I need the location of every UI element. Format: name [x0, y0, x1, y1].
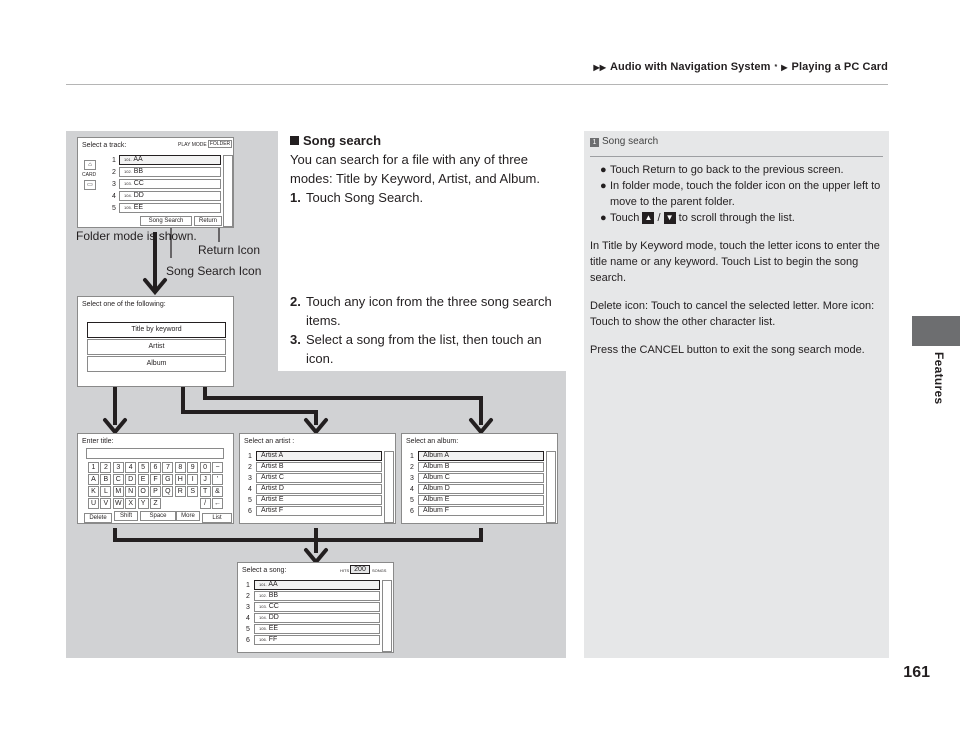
key-8-row-1[interactable]: 8 — [175, 462, 186, 473]
note-paragraph: In Title by Keyword mode, touch the letter icons to enter the title name or any keyword. Touch List to begin the song search. — [590, 240, 880, 284]
artist-row[interactable]: Artist D — [256, 484, 382, 494]
row-number: 1 — [248, 453, 252, 460]
more-button[interactable]: More — [176, 511, 200, 521]
note-bullet: ● In folder mode, touch the folder icon on the upper left to move to the parent folder. — [600, 180, 881, 208]
option-artist[interactable]: Artist — [87, 339, 226, 355]
key-2-row-1[interactable]: 2 — [100, 462, 111, 473]
album-screen — [401, 433, 558, 524]
key-1-row-4[interactable]: U — [88, 498, 99, 509]
artist-row[interactable]: Artist B — [256, 462, 382, 472]
callout-return-icon: Return Icon — [198, 243, 261, 257]
breadcrumb-arrow-icon: ▶▶ — [593, 62, 606, 72]
card-icon: ▭ — [84, 180, 96, 190]
row-number: 3 — [246, 604, 250, 611]
key-6-row-2[interactable]: F — [150, 474, 161, 485]
return-button[interactable]: Return — [194, 216, 222, 226]
key-4-row-2[interactable]: D — [125, 474, 136, 485]
row-number: 4 — [246, 615, 250, 622]
screen-title: Enter title: — [82, 438, 114, 445]
key-11-row-2[interactable]: ' — [212, 474, 223, 485]
album-row[interactable]: Album B — [418, 462, 544, 472]
album-row[interactable]: Album F — [418, 506, 544, 516]
key-4-row-3[interactable]: N — [125, 486, 136, 497]
mode-screen — [77, 296, 234, 387]
key-9-row-2[interactable]: I — [187, 474, 198, 485]
list-button[interactable]: List — [202, 513, 232, 523]
key-2-row-4[interactable]: V — [100, 498, 111, 509]
note-bullet: ● Touch ▲ / ▼ to scroll through the list. — [600, 212, 795, 224]
scroll-down-icon: ▼ — [664, 212, 676, 224]
row-number: 3 — [248, 475, 252, 482]
key-4-row-4[interactable]: X — [125, 498, 136, 509]
track-screen: Select a track: PLAY MODE FOLDER ⌂ CARD ▭ 1 2 3 4 5 101. AA 102. BB 103. CC 104. DD 105. EE Song Search Return — [77, 137, 234, 228]
key-10-row-4[interactable]: / — [200, 498, 211, 509]
song-row[interactable]: 102. BB — [254, 591, 380, 601]
title-entry-screen — [77, 433, 234, 524]
song-scrollbar[interactable] — [382, 580, 392, 652]
hits-label: HITS — [340, 568, 350, 573]
key-1-row-3[interactable]: K — [88, 486, 99, 497]
intro-text: You can search for a file with any of three modes: Title by Keyword, Artist, and Album. — [290, 152, 541, 186]
row-number: 2 — [246, 593, 250, 600]
key-2-row-2[interactable]: B — [100, 474, 111, 485]
row-number: 4 — [248, 486, 252, 493]
screen-title: Select one of the following: — [82, 301, 166, 308]
album-row[interactable]: Album D — [418, 484, 544, 494]
note-marker-icon: 1 — [590, 138, 599, 147]
key-7-row-3[interactable]: Q — [162, 486, 173, 497]
step-item: 3. Select a song from the list, then touch an icon. — [290, 332, 542, 366]
artist-row[interactable]: Artist C — [256, 473, 382, 483]
songs-label: SONGS — [372, 568, 387, 573]
step-item: 2. Touch any icon from the three song search items. — [290, 294, 552, 328]
album-scrollbar[interactable] — [546, 451, 556, 523]
key-10-row-2[interactable]: J — [200, 474, 211, 485]
folder-up-icon[interactable]: ⌂ — [84, 160, 96, 170]
key-3-row-1[interactable]: 3 — [113, 462, 124, 473]
artist-row[interactable]: Artist A — [256, 451, 382, 461]
row-number: 4 — [410, 486, 414, 493]
key-10-row-3[interactable]: T — [200, 486, 211, 497]
key-11-row-3[interactable]: & — [212, 486, 223, 497]
note-paragraph: Press the CANCEL button to exit the song search mode. — [590, 344, 865, 356]
track-scrollbar[interactable] — [223, 155, 233, 227]
option-title-by-keyword[interactable]: Title by keyword — [87, 322, 226, 338]
folder-mode-button[interactable]: FOLDER — [209, 141, 231, 147]
space-button[interactable]: Space — [140, 511, 176, 521]
section-label: Features — [932, 352, 946, 405]
key-11-row-1[interactable]: − — [212, 462, 223, 473]
song-row[interactable]: 105. EE — [254, 624, 380, 634]
screen-title: Select a track: — [82, 142, 127, 149]
key-2-row-3[interactable]: L — [100, 486, 111, 497]
callout-folder-mode: Folder mode is shown. — [76, 229, 197, 243]
step-item: 1. Touch Song Search. — [290, 190, 424, 205]
key-1-row-1[interactable]: 1 — [88, 462, 99, 473]
row-number: 2 — [410, 464, 414, 471]
row-number: 5 — [246, 626, 250, 633]
key-3-row-4[interactable]: W — [113, 498, 124, 509]
shift-button[interactable]: Shift — [114, 511, 138, 521]
key-8-row-3[interactable]: R — [175, 486, 186, 497]
note-bullet: ● Touch Return to go back to the previous screen. — [600, 164, 844, 176]
arrow-merge — [115, 528, 481, 540]
option-album[interactable]: Album — [87, 356, 226, 372]
song-row[interactable]: 103. CC — [254, 602, 380, 612]
key-6-row-1[interactable]: 6 — [150, 462, 161, 473]
breadcrumb-section: Playing a PC Card — [791, 61, 888, 73]
key-6-row-3[interactable]: P — [150, 486, 161, 497]
row-number: 3 — [410, 475, 414, 482]
title-input[interactable] — [86, 448, 224, 459]
track-row[interactable]: 103. CC — [119, 179, 221, 189]
song-search-button[interactable]: Song Search — [140, 216, 192, 226]
key-1-row-2[interactable]: A — [88, 474, 99, 485]
key-5-row-2[interactable]: E — [138, 474, 149, 485]
delete-button[interactable]: Delete — [84, 513, 112, 523]
key-9-row-1[interactable]: 9 — [187, 462, 198, 473]
row-number: 1 — [410, 453, 414, 460]
row-number: 6 — [410, 508, 414, 515]
note-paragraph: Delete icon: Touch to cancel the selected letter. More icon: Touch to show the other character list. — [590, 300, 875, 328]
row-number: 5 — [248, 497, 252, 504]
song-row[interactable]: 104. DD — [254, 613, 380, 623]
key-8-row-2[interactable]: H — [175, 474, 186, 485]
track-row[interactable]: 104. DD — [119, 191, 221, 201]
album-row[interactable]: Album C — [418, 473, 544, 483]
screen-title: Select an album: — [406, 438, 459, 445]
row-number: 2 — [248, 464, 252, 471]
screen-title: Select an artist : — [244, 438, 295, 445]
artist-scrollbar[interactable] — [384, 451, 394, 523]
artist-screen — [239, 433, 396, 524]
key-3-row-3[interactable]: M — [113, 486, 124, 497]
album-row[interactable]: Album A — [418, 451, 544, 461]
song-row[interactable]: 101. AA — [254, 580, 380, 590]
row-number: 1 — [246, 582, 250, 589]
key-5-row-3[interactable]: O — [138, 486, 149, 497]
callout-song-search-icon: Song Search Icon — [166, 264, 262, 278]
scroll-up-icon: ▲ — [642, 212, 654, 224]
track-row[interactable]: 105. EE — [119, 203, 221, 213]
key-4-row-1[interactable]: 4 — [125, 462, 136, 473]
screen-title: Select a song: — [242, 567, 287, 574]
section-heading: Song search — [290, 131, 570, 150]
key-10-row-1[interactable]: 0 — [200, 462, 211, 473]
song-row[interactable]: 106. FF — [254, 635, 380, 645]
song-screen — [237, 562, 394, 653]
key-3-row-2[interactable]: C — [113, 474, 124, 485]
artist-row[interactable]: Artist E — [256, 495, 382, 505]
key-5-row-1[interactable]: 5 — [138, 462, 149, 473]
chapter-footnote-mark: * — [774, 63, 778, 71]
arrow-mode-to-album — [205, 372, 481, 425]
play-mode-label: PLAY MODE — [178, 142, 207, 148]
breadcrumb-arrow-icon: ▶ — [781, 62, 788, 72]
card-label: CARD — [82, 172, 97, 178]
page-number: 161 — [903, 664, 930, 681]
row-number: 6 — [246, 637, 250, 644]
key-9-row-3[interactable]: S — [187, 486, 198, 497]
note-title: 1 Song search — [590, 134, 883, 150]
hits-count: 200 — [350, 565, 370, 574]
key-11-row-4[interactable]: ← — [214, 500, 221, 507]
track-row[interactable]: 101. AA — [119, 155, 221, 165]
key-7-row-2[interactable]: G — [162, 474, 173, 485]
album-row[interactable]: Album E — [418, 495, 544, 505]
artist-row[interactable]: Artist F — [256, 506, 382, 516]
key-5-row-4[interactable]: Y — [138, 498, 149, 509]
key-7-row-1[interactable]: 7 — [162, 462, 173, 473]
track-row[interactable]: 102. BB — [119, 167, 221, 177]
key-6-row-4[interactable]: Z — [150, 498, 161, 509]
breadcrumb-chapter: Audio with Navigation System — [609, 61, 771, 73]
row-number: 6 — [248, 508, 252, 515]
row-number: 5 — [410, 497, 414, 504]
